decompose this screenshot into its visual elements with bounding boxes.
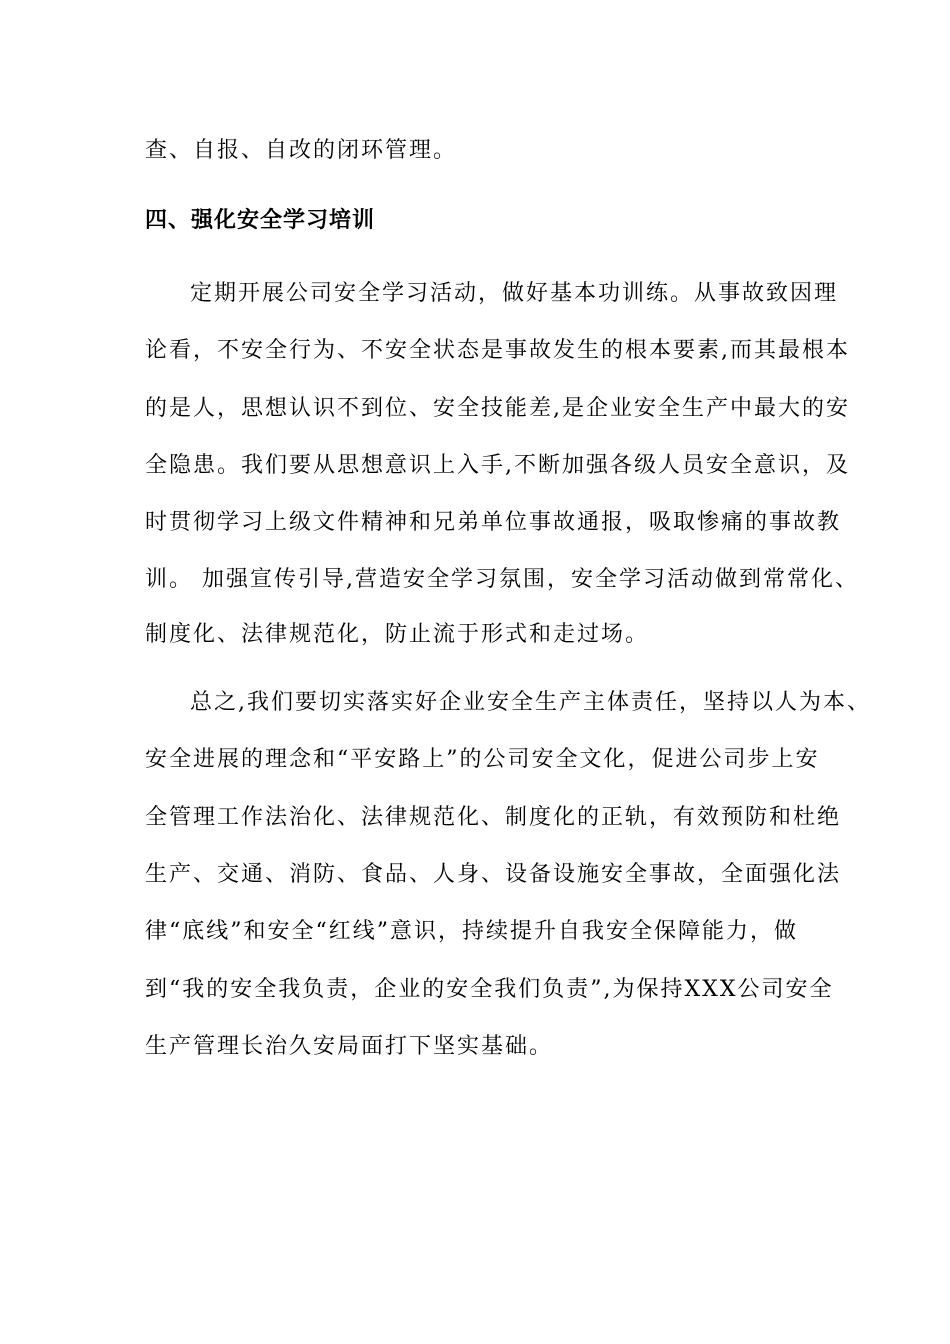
- paragraph-line: 全管理工作法治化、法律规范化、制度化的正轨，有效预防和杜绝: [145, 805, 842, 830]
- paragraph-line: 到“我的安全我负责，企业的安全我们负责”,为保持XXX公司安全: [145, 977, 834, 1002]
- paragraph-line: 制度化、法律规范化，防止流于形式和走过场。: [145, 622, 650, 647]
- paragraph-line: 全隐患。我们要从思想意识上入手,不断加强各级人员安全意识，及: [145, 453, 850, 478]
- paragraph-line: 时贯彻学习上级文件精神和兄弟单位事故通报，吸取惨痛的事故教: [145, 510, 842, 535]
- paragraph-line: 查、自报、自改的闭环管理。: [145, 138, 458, 163]
- paragraph-line: 生产、交通、消防、食品、人身、设备设施安全事故，全面强化法: [145, 862, 842, 887]
- paragraph-line: 律“底线”和安全“红线”意识，持续提升自我安全保障能力，做: [145, 919, 798, 944]
- paragraph-line: 安全进展的理念和“平安路上”的公司安全文化，促进公司步上安: [145, 747, 820, 772]
- paragraph-line: 的是人，思想认识不到位、安全技能差,是企业安全生产中最大的安: [145, 396, 850, 421]
- section-heading: 四、强化安全学习培训: [145, 207, 376, 233]
- paragraph-line: 定期开展公司安全学习活动，做好基本功训练。从事故致因理: [190, 281, 839, 306]
- paragraph-line: 总之,我们要切实落实好企业安全生产主体责任，坚持以人为本、: [190, 690, 871, 715]
- paragraph-line: 生产管理长治久安局面打下坚实基础。: [145, 1034, 554, 1059]
- paragraph-line: 论看，不安全行为、不安全状态是事故发生的根本要素,而其最根本: [145, 338, 850, 363]
- paragraph-line: 训。 加强宣传引导,营造安全学习氛围，安全学习活动做到常常化、: [145, 567, 859, 592]
